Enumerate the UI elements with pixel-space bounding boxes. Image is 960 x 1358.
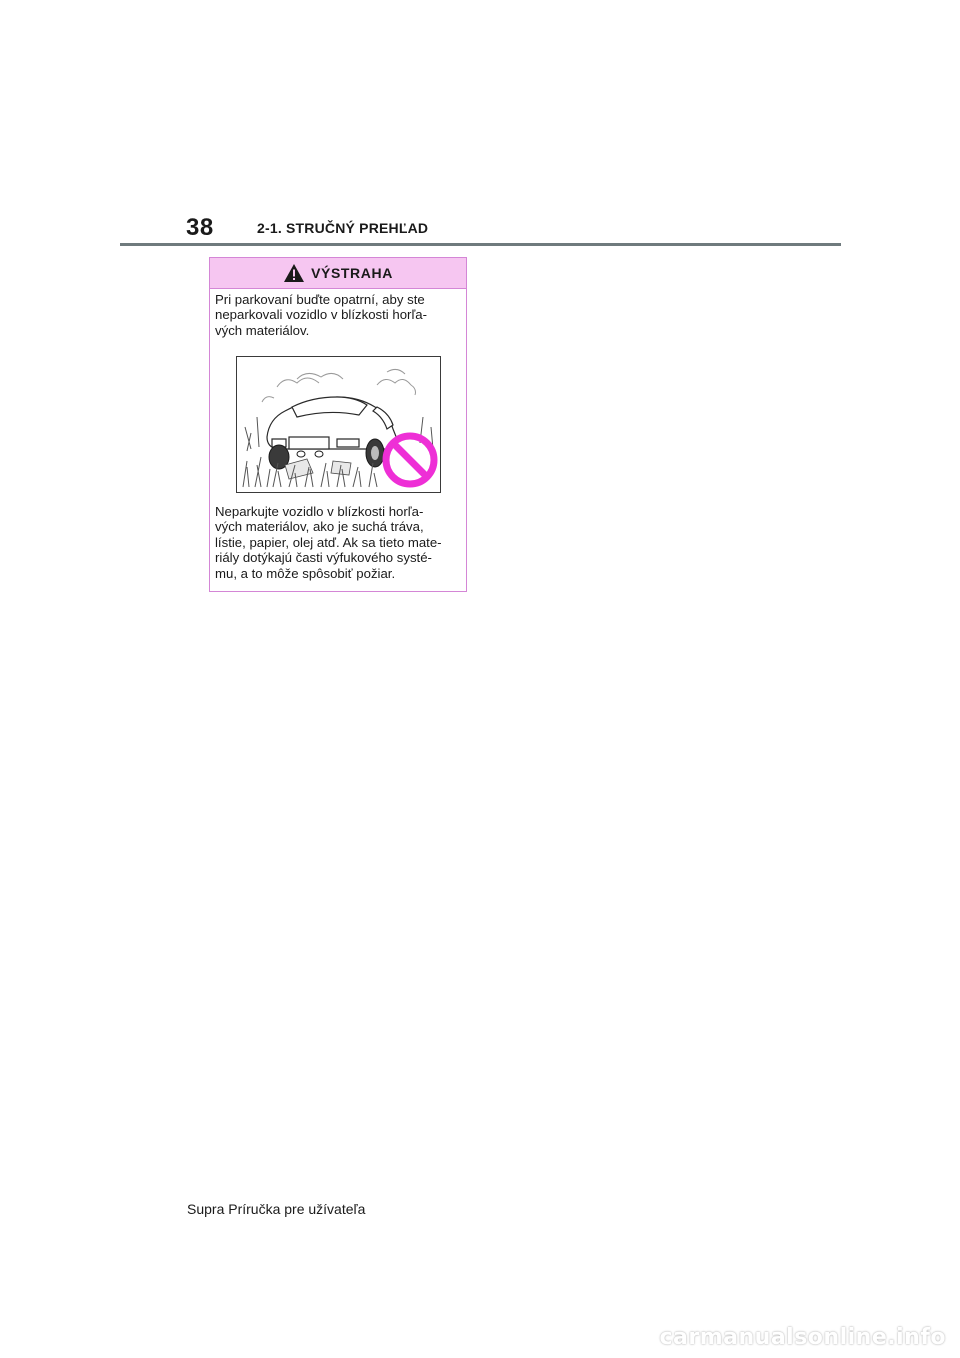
manual-title: Supra Príručka pre užívateľa [187,1201,366,1217]
header-rule [120,243,841,246]
warning-triangle-icon [283,263,305,283]
warning-paragraph-2: Neparkujte vozidlo v blízkosti horľa- vých materiálov, ako je suchá tráva, lístie, papier, olej atď. Ak sa tieto mate- riály dotýkajú časti výfukového systé- mu, a to môže spôsobiť požiar. [215,504,442,581]
car-parked-on-grass-illustration [236,356,441,493]
prohibition-sign-icon [386,436,434,484]
warning-header [210,258,466,289]
warning-paragraph-1: Pri parkovaní buďte opatrní, aby ste neparkovali vozidlo v blízkosti horľa- vých materiálov. [215,292,428,338]
warning-box [209,257,467,592]
watermark: carmanualsonline.info [659,1325,946,1350]
warning-title: VÝSTRAHA [311,265,393,281]
section-title: 2-1. STRUČNÝ PREHĽAD [257,220,429,236]
page-number: 38 [186,214,214,241]
